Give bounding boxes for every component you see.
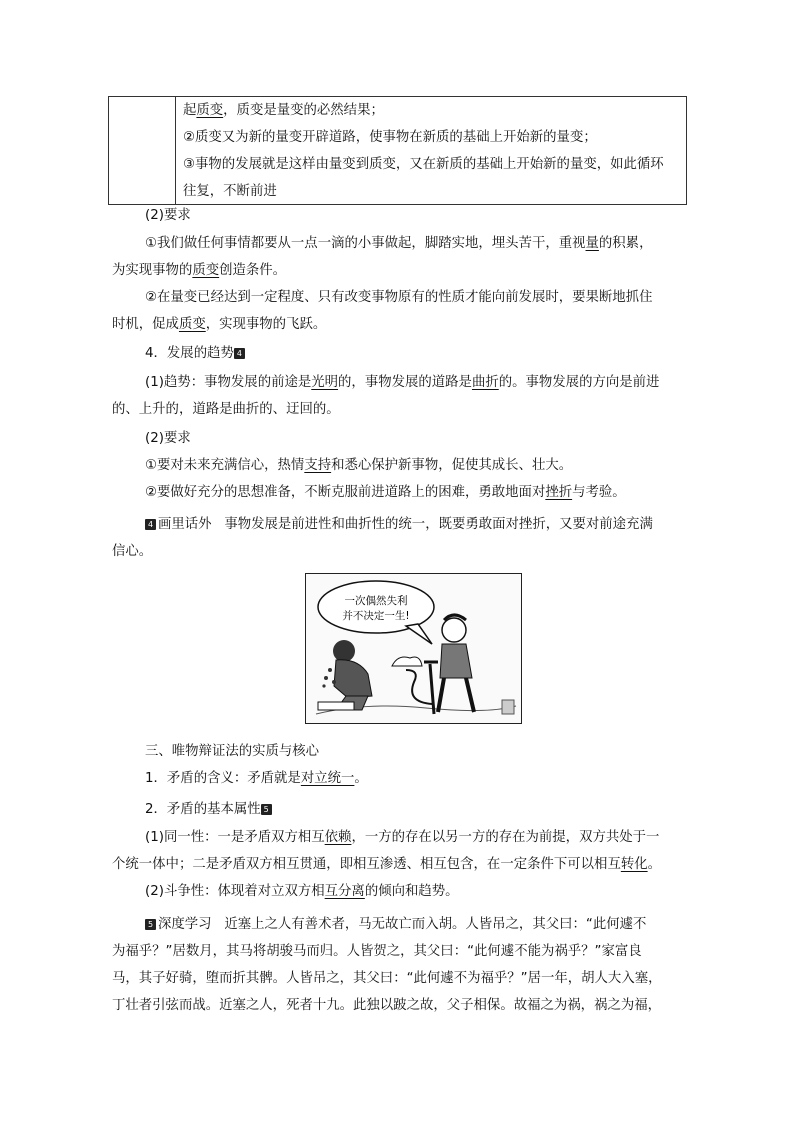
deep-line1: 5 深度学习 近塞上之人有善术者，马无故亡而入胡。人皆吊之，其父曰：“此何遽不 <box>145 914 646 936</box>
speech-line-2: 并不决定一生! <box>342 610 410 622</box>
struggle-line: (2)斗争性：体现着对立双方相互分离的倾向和趋势。 <box>145 884 459 899</box>
table-line-1: 起质变，质变是量变的必然结果； <box>183 103 384 118</box>
req-heading: (2)要求 <box>145 208 191 223</box>
summary-table <box>108 96 687 205</box>
note-marker-icon: 4 <box>145 519 156 530</box>
note-line2: 信心。 <box>112 544 153 559</box>
req-p2-line1: ②在量变已经达到一定程度、只有改变事物原有的性质才能向前发展时，要果断地抓住 <box>145 290 653 305</box>
table-content-cell <box>183 97 680 205</box>
note-marker-icon: 4 <box>234 348 245 359</box>
trend-heading: 4．发展的趋势 4 <box>145 343 247 365</box>
trend-line1: (1)趋势：事物发展的前途是光明的，事物发展的道路是曲折的。事物发展的方向是前进 <box>145 375 660 390</box>
deep-line2: 为福乎？”居数月，其马将胡骏马而归。人皆贺之，其父曰：“此何遽不能为祸乎？”家富良 <box>112 944 642 959</box>
identity-line2: 个统一体中；二是矛盾双方相互贯通，即相互渗透、相互包含，在一定条件下可以相互转化。 <box>112 857 662 872</box>
deep-line3: 马，其子好骑，堕而折其髀。人皆吊之，其父曰：“此何遽不为福乎？”居一年，胡人大入塞， <box>112 971 662 986</box>
cartoon-image <box>305 573 522 724</box>
note-marker-icon: 5 <box>145 919 156 930</box>
deep-line4: 丁壮者引弦而战。近塞之人，死者十九。此独以跛之故，父子相保。故福之为祸，祸之为福， <box>112 998 662 1013</box>
table-left-column <box>109 97 176 204</box>
table-line-2: ②质变又为新的量变开辟道路，使事物在新质的基础上开始新的量变； <box>183 130 597 145</box>
identity-line1: (1)同一性：一是矛盾双方相互依赖，一方的存在以另一方的存在为前提，双方共处于一 <box>145 830 660 845</box>
req-p2-line2: 时机，促成质变，实现事物的飞跃。 <box>112 317 327 332</box>
contradiction-definition: 1．矛盾的含义：矛盾就是对立统一。 <box>145 771 368 786</box>
section3-heading: 三、唯物辩证法的实质与核心 <box>145 744 320 759</box>
contradiction-attributes-heading: 2．矛盾的基本属性 5 <box>145 799 274 821</box>
table-line-3: ③事物的发展就是这样由量变到质变，又在新质的基础上开始新的量变，如此循环 <box>183 157 664 172</box>
speech-line-1: 一次偶然失利 <box>344 595 408 607</box>
table-line-4: 往复，不断前进 <box>183 184 277 199</box>
trend-req-heading: (2)要求 <box>145 431 191 446</box>
note-line1: 4 画里话外 事物发展是前进性和曲折性的统一，既要勇敢面对挫折，又要对前途充满 <box>145 514 653 536</box>
req-p1-line1: ①我们做任何事情都要从一点一滴的小事做起，脚踏实地，埋头苦干，重视量的积累， <box>145 236 653 251</box>
trend-req-1: ①要对未来充满信心，热情支持和悉心保护新事物，促使其成长、壮大。 <box>145 458 573 473</box>
note-marker-icon: 5 <box>261 804 272 815</box>
cartoon-illustration <box>306 574 521 723</box>
trend-req-2: ②要做好充分的思想准备，不断克服前进道路上的困难，勇敢地面对挫折与考验。 <box>145 485 626 500</box>
trend-line2: 的、上升的，道路是曲折的、迂回的。 <box>112 402 340 417</box>
req-p1-line2: 为实现事物的质变创造条件。 <box>112 263 287 278</box>
